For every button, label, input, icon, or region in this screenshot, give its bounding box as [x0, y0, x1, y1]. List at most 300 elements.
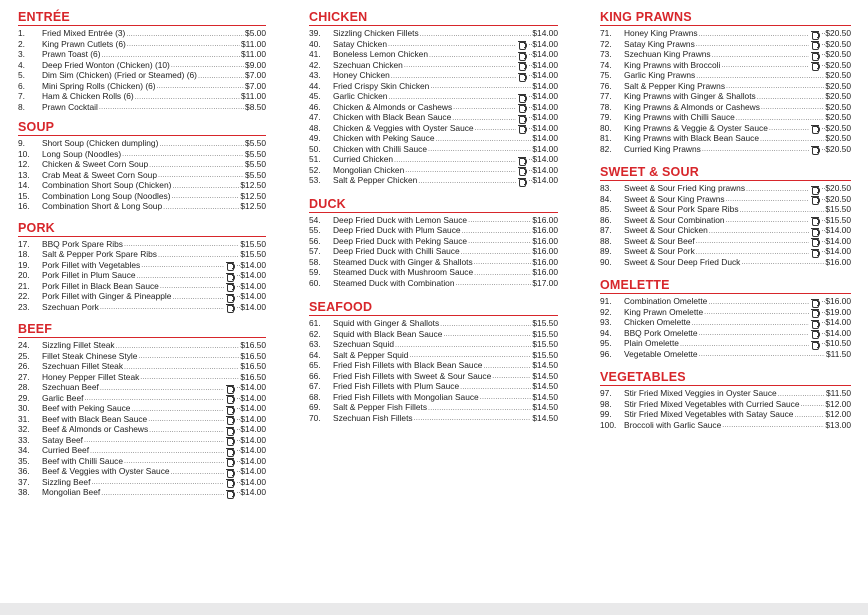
item-name: Combination Short Soup (Chicken) [42, 180, 172, 190]
dot-leader-short: .. [821, 339, 826, 346]
item-price: $14.00 [532, 133, 558, 143]
dot-leader [100, 303, 225, 312]
item-number: 30. [18, 403, 30, 413]
takeaway-container-icon [226, 406, 235, 414]
item-price: $14.50 [532, 360, 558, 370]
item-number: 69. [309, 402, 321, 412]
item-price: $20.50 [825, 38, 851, 49]
item-name: Stir Fried Mixed Vegetables with Satay Sauce [624, 409, 794, 419]
menu-item-list [600, 388, 851, 430]
item-name: Sizzling Chicken Fillets [333, 28, 419, 38]
dot-leader-short: .. [821, 297, 826, 304]
item-number: 9. [18, 138, 25, 148]
item-name: King Prawns & Almonds or Cashews [624, 101, 760, 112]
item-price: $5.50 [245, 138, 266, 148]
dot-leader-short: .. [236, 488, 241, 495]
menu-item [309, 133, 558, 144]
item-number: 58. [309, 256, 321, 267]
item-price: $14.00 [240, 445, 266, 455]
item-name: Sweet & Sour Pork [624, 246, 695, 256]
dot-leader-short: .. [528, 113, 533, 120]
dot-leader-short: .. [528, 60, 533, 68]
item-price: $11.00 [241, 49, 266, 59]
takeaway-container-icon [226, 469, 235, 477]
item-price: $13.00 [825, 419, 851, 430]
menu-item-list [18, 340, 266, 498]
dot-leader [116, 342, 240, 351]
menu-item [309, 91, 558, 102]
menu-item [18, 487, 266, 498]
item-price: $16.00 [532, 235, 558, 246]
dot-leader [696, 248, 810, 257]
item-price: $14.00 [532, 175, 558, 185]
takeaway-container-icon [811, 238, 820, 246]
menu-item [600, 328, 851, 339]
menu-item [18, 445, 266, 456]
menu-item [600, 60, 851, 71]
dot-leader [137, 272, 225, 281]
menu-item [600, 420, 851, 431]
takeaway-container-icon [811, 299, 820, 307]
dot-leader [712, 51, 810, 60]
item-price: $14.50 [532, 370, 558, 381]
section-title: OMELETTE [600, 278, 851, 294]
item-price: $12.50 [240, 180, 266, 190]
menu-item [18, 239, 266, 250]
item-name: Salt & Pepper Chicken [333, 175, 418, 185]
dot-leader [418, 177, 516, 186]
dot-leader [801, 400, 825, 409]
dot-leader-short: .. [236, 292, 241, 299]
item-price: $14.00 [240, 291, 266, 301]
menu-column-right [600, 10, 851, 430]
item-price: $15.50 [532, 339, 558, 349]
item-number: 63. [309, 339, 321, 349]
takeaway-container-icon [811, 341, 820, 349]
section-title: DUCK [309, 197, 558, 213]
menu-item [18, 39, 266, 50]
item-number: 75. [600, 70, 612, 80]
item-price: $14.00 [532, 80, 558, 91]
dot-leader [461, 248, 532, 257]
menu-item-list [600, 28, 851, 154]
item-price: $16.50 [240, 361, 266, 371]
item-number: 91. [600, 296, 612, 306]
item-number: 90. [600, 256, 612, 267]
dot-leader [391, 72, 517, 81]
page-bottom-edge [0, 603, 868, 615]
item-price: $20.50 [825, 122, 851, 133]
menu-item [18, 149, 266, 160]
menu-item [600, 317, 851, 328]
item-number: 93. [600, 317, 612, 327]
item-name: King Prawns with Ginger & Shallots [624, 91, 756, 101]
item-number: 14. [18, 180, 30, 190]
dot-leader-short: .. [821, 39, 826, 47]
item-price: $14.00 [825, 225, 851, 235]
dot-leader [126, 30, 244, 39]
dot-leader-short: .. [528, 71, 533, 78]
dot-leader [436, 135, 532, 144]
item-name: Dim Sim (Chicken) (Fried or Steamed) (6) [42, 70, 197, 80]
item-price: $16.00 [532, 214, 558, 225]
dot-leader [746, 185, 809, 194]
dot-leader-short: .. [821, 236, 826, 244]
item-name: Chicken Omelette [624, 317, 691, 327]
dot-leader-short: .. [236, 414, 241, 422]
takeaway-container-icon [811, 186, 820, 194]
item-name: Salt & Pepper Squid [333, 349, 409, 360]
item-name: Sweet & Sour Chicken [624, 225, 708, 235]
item-number: 59. [309, 267, 321, 277]
dot-leader [420, 30, 532, 39]
section-title: CHICKEN [309, 10, 558, 26]
item-price: $20.50 [825, 133, 851, 143]
menu-item [18, 138, 266, 149]
menu-section-seafood [309, 300, 558, 423]
item-number: 21. [18, 280, 30, 291]
dot-leader [726, 216, 810, 225]
section-title: SOUP [18, 120, 266, 136]
item-price: $15.50 [825, 204, 851, 214]
item-name: Pork Fillet in Black Bean Sauce [42, 280, 159, 291]
item-price: $10.50 [825, 338, 851, 348]
section-title: PORK [18, 221, 266, 237]
item-number: 88. [600, 235, 612, 246]
takeaway-container-icon [518, 62, 527, 70]
menu-section-entr-e [18, 10, 266, 112]
item-name: Deep Fried Duck with Lemon Sauce [333, 214, 468, 225]
dot-leader-short: .. [528, 155, 533, 162]
dot-leader [84, 436, 225, 445]
item-number: 23. [18, 301, 30, 312]
dot-leader [140, 373, 239, 382]
item-number: 68. [309, 391, 321, 402]
takeaway-container-icon [226, 437, 235, 445]
dot-leader-short: .. [821, 144, 826, 152]
item-name: King Prawns with Black Bean Sauce [624, 133, 760, 143]
item-number: 46. [309, 101, 321, 112]
item-number: 92. [600, 306, 612, 317]
dot-leader-short: .. [821, 29, 826, 36]
item-number: 70. [309, 412, 321, 423]
item-price: $15.50 [532, 328, 558, 339]
menu-item [18, 60, 266, 71]
dot-leader [757, 93, 825, 102]
item-number: 98. [600, 398, 612, 409]
dot-leader [172, 182, 239, 191]
takeaway-container-icon [811, 320, 820, 328]
dot-leader [736, 114, 825, 123]
dot-leader [680, 340, 810, 349]
section-title: VEGETABLES [600, 370, 851, 386]
dot-leader [172, 192, 240, 201]
menu-item [18, 191, 266, 202]
menu-item [18, 351, 266, 362]
item-number: 81. [600, 133, 612, 143]
menu-item-list [18, 239, 266, 313]
item-name: Honey King Prawns [624, 28, 698, 38]
menu-item [309, 144, 558, 155]
dot-leader [100, 384, 225, 393]
takeaway-container-icon [226, 458, 235, 466]
item-price: $17.00 [532, 277, 558, 288]
menu-item [18, 249, 266, 260]
item-name: Szechuan Fish Fillets [333, 412, 413, 423]
takeaway-container-icon [811, 228, 820, 236]
menu-item [309, 257, 558, 268]
menu-item [600, 257, 851, 268]
menu-item [309, 225, 558, 236]
item-name: Szechuan Fillet Steak [42, 361, 124, 371]
menu-item [18, 91, 266, 102]
dot-leader-short: .. [821, 184, 826, 191]
dot-leader [395, 341, 531, 350]
item-name: Boneless Lemon Chicken [333, 49, 428, 59]
takeaway-container-icon [226, 283, 235, 291]
item-number: 79. [600, 112, 612, 122]
dot-leader [122, 150, 244, 159]
menu-item-list [600, 296, 851, 359]
item-name: Deep Fried Duck with Peking Sauce [333, 235, 468, 246]
dot-leader [692, 319, 810, 328]
item-number: 22. [18, 291, 30, 301]
item-name: Curried King Prawns [624, 143, 701, 154]
dot-leader [453, 103, 516, 112]
menu-item [309, 165, 558, 176]
menu-section-chicken [309, 10, 558, 186]
dot-leader-short: .. [821, 328, 826, 336]
dot-leader [138, 352, 239, 361]
takeaway-container-icon [518, 94, 527, 102]
takeaway-container-icon [811, 146, 820, 154]
menu-item [600, 133, 851, 144]
takeaway-container-icon [518, 167, 527, 175]
takeaway-container-icon [518, 125, 527, 133]
item-number: 95. [600, 338, 612, 348]
dot-leader [468, 237, 531, 246]
item-price: $14.00 [825, 327, 851, 338]
takeaway-container-icon [226, 427, 235, 435]
item-number: 16. [18, 201, 30, 211]
item-price: $14.50 [532, 381, 558, 391]
item-number: 67. [309, 381, 321, 391]
item-price: $14.00 [240, 392, 266, 403]
item-number: 52. [309, 164, 321, 175]
item-price: $16.50 [240, 350, 266, 361]
menu-item [600, 338, 851, 349]
item-price: $15.50 [532, 349, 558, 360]
item-name: Broccoli with Garlic Sauce [624, 419, 722, 430]
item-number: 60. [309, 277, 321, 288]
dot-leader [699, 329, 810, 338]
menu-item [309, 215, 558, 226]
item-price: $14.00 [240, 259, 266, 270]
item-number: 13. [18, 169, 30, 180]
dot-leader [709, 227, 810, 236]
dot-leader [460, 383, 531, 392]
dot-leader [696, 40, 810, 49]
item-price: $20.50 [825, 28, 851, 38]
item-price: $14.00 [240, 424, 266, 434]
item-price: $14.00 [532, 91, 558, 101]
item-name: Stir Fried Mixed Vegetables with Curried Sauce [624, 398, 800, 409]
takeaway-container-icon [811, 62, 820, 70]
item-name: Salt & Pepper Fish Fillets [333, 402, 428, 412]
item-name: Fried Crispy Skin Chicken [333, 80, 430, 91]
menu-item [309, 267, 558, 278]
takeaway-container-icon [226, 490, 235, 498]
dot-leader [198, 72, 244, 81]
menu-item [600, 102, 851, 113]
dot-leader [428, 145, 531, 154]
menu-item [309, 112, 558, 123]
dot-leader-short: .. [236, 271, 241, 278]
menu-item-list [309, 318, 558, 423]
menu-item [309, 402, 558, 413]
item-name: Squid with Ginger & Shallots [333, 318, 440, 328]
item-price: $14.00 [532, 59, 558, 70]
dot-leader-short: .. [236, 404, 241, 411]
dot-leader-short: .. [528, 165, 533, 173]
item-name: Sizzling Beef [42, 476, 91, 487]
item-price: $15.50 [825, 214, 851, 225]
section-title: SEAFOOD [309, 300, 558, 316]
menu-item [600, 39, 851, 50]
item-name: BBQ Pork Spare Ribs [42, 238, 123, 249]
dot-leader-short: .. [236, 281, 241, 289]
dot-leader [761, 103, 824, 112]
item-number: 61. [309, 318, 321, 328]
item-name: Deep Fried Duck with Chilli Sauce [333, 246, 460, 256]
item-name: Beef with Chilli Sauce [42, 455, 123, 466]
item-price: $14.00 [825, 246, 851, 256]
item-number: 6. [18, 80, 25, 91]
menu-item [600, 144, 851, 155]
menu-item [309, 49, 558, 60]
menu-item [18, 28, 266, 39]
item-name: Salt & Pepper King Prawns [624, 80, 726, 91]
takeaway-container-icon [226, 385, 235, 393]
menu-item [18, 281, 266, 292]
dot-leader [699, 350, 825, 359]
item-price: $14.00 [532, 28, 558, 38]
item-name: Chicken with Peking Sauce [333, 133, 435, 143]
item-name: Steamed Duck with Combination [333, 277, 455, 288]
item-number: 35. [18, 455, 30, 466]
menu-item [600, 123, 851, 134]
item-price: $20.50 [825, 80, 851, 91]
dot-leader [492, 372, 531, 381]
menu-item [18, 81, 266, 92]
item-price: $16.50 [240, 371, 266, 382]
menu-item [18, 372, 266, 383]
item-price: $16.00 [532, 225, 558, 235]
menu-item [600, 28, 851, 39]
item-number: 3. [18, 49, 25, 59]
takeaway-container-icon [518, 41, 527, 49]
item-name: Chicken & Veggies with Oyster Sauce [333, 122, 474, 133]
menu-section-pork [18, 221, 266, 313]
item-price: $20.50 [825, 143, 851, 154]
item-name: Sweet & Sour King Prawns [624, 193, 725, 204]
item-number: 65. [309, 360, 321, 370]
item-price: $20.50 [825, 193, 851, 204]
item-price: $20.50 [825, 59, 851, 70]
menu-item [309, 154, 558, 165]
item-price: $5.50 [245, 159, 266, 169]
item-name: Honey Pepper Fillet Steak [42, 371, 140, 382]
item-name: King Prawn Cutlets (6) [42, 38, 126, 49]
dot-leader [468, 216, 531, 225]
menu-item-list [309, 28, 558, 186]
item-name: Fried Mixed Entrée (3) [42, 28, 126, 38]
item-number: 56. [309, 235, 321, 246]
item-price: $14.50 [532, 412, 558, 423]
item-number: 5. [18, 70, 25, 80]
dot-leader [769, 124, 810, 133]
item-price: $14.00 [240, 455, 266, 466]
menu-item [600, 215, 851, 226]
item-price: $14.00 [240, 413, 266, 424]
item-number: 33. [18, 434, 30, 445]
takeaway-container-icon [226, 273, 235, 281]
item-number: 37. [18, 476, 30, 487]
item-name: Salt & Pepper Pork Spare Ribs [42, 249, 157, 259]
item-number: 10. [18, 148, 30, 159]
item-name: Stir Fried Mixed Veggies in Oyster Sauce [624, 388, 777, 398]
item-name: Vegetable Omelette [624, 348, 698, 359]
menu-item [309, 123, 558, 134]
item-number: 32. [18, 424, 30, 434]
item-number: 44. [309, 80, 321, 91]
dot-leader [171, 61, 244, 70]
menu-item [600, 307, 851, 318]
item-price: $9.00 [245, 59, 266, 70]
item-price: $14.00 [825, 235, 851, 246]
item-name: Steamed Duck with Ginger & Shallots [333, 256, 473, 267]
item-number: 76. [600, 80, 612, 91]
item-number: 84. [600, 193, 612, 204]
menu-item [18, 102, 266, 113]
item-price: $14.50 [532, 391, 558, 402]
item-number: 53. [309, 175, 321, 185]
dot-leader [124, 240, 239, 249]
menu-item [18, 201, 266, 212]
item-number: 64. [309, 349, 321, 360]
item-name: Pork Fillet with Ginger & Pineapple [42, 291, 172, 301]
dot-leader-short: .. [528, 50, 533, 57]
item-name: Fillet Steak Chinese Style [42, 350, 138, 361]
takeaway-container-icon [226, 479, 235, 487]
item-name: Crab Meat & Sweet Corn Soup [42, 169, 157, 180]
menu-section-beef [18, 322, 266, 498]
item-price: $5.50 [245, 148, 266, 159]
item-price: $20.50 [825, 101, 851, 112]
item-name: Short Soup (Chicken dumpling) [42, 138, 159, 148]
takeaway-container-icon [518, 104, 527, 112]
item-name: Mini Spring Rolls (Chicken) (6) [42, 80, 156, 91]
takeaway-container-icon [811, 31, 820, 39]
item-price: $14.00 [532, 122, 558, 133]
item-number: 85. [600, 204, 612, 214]
item-number: 55. [309, 225, 321, 235]
menu-item [18, 302, 266, 313]
dot-leader [428, 404, 531, 413]
dot-leader [160, 282, 225, 291]
dot-leader-short: .. [821, 60, 826, 68]
item-name: Beef with Black Bean Sauce [42, 413, 148, 424]
